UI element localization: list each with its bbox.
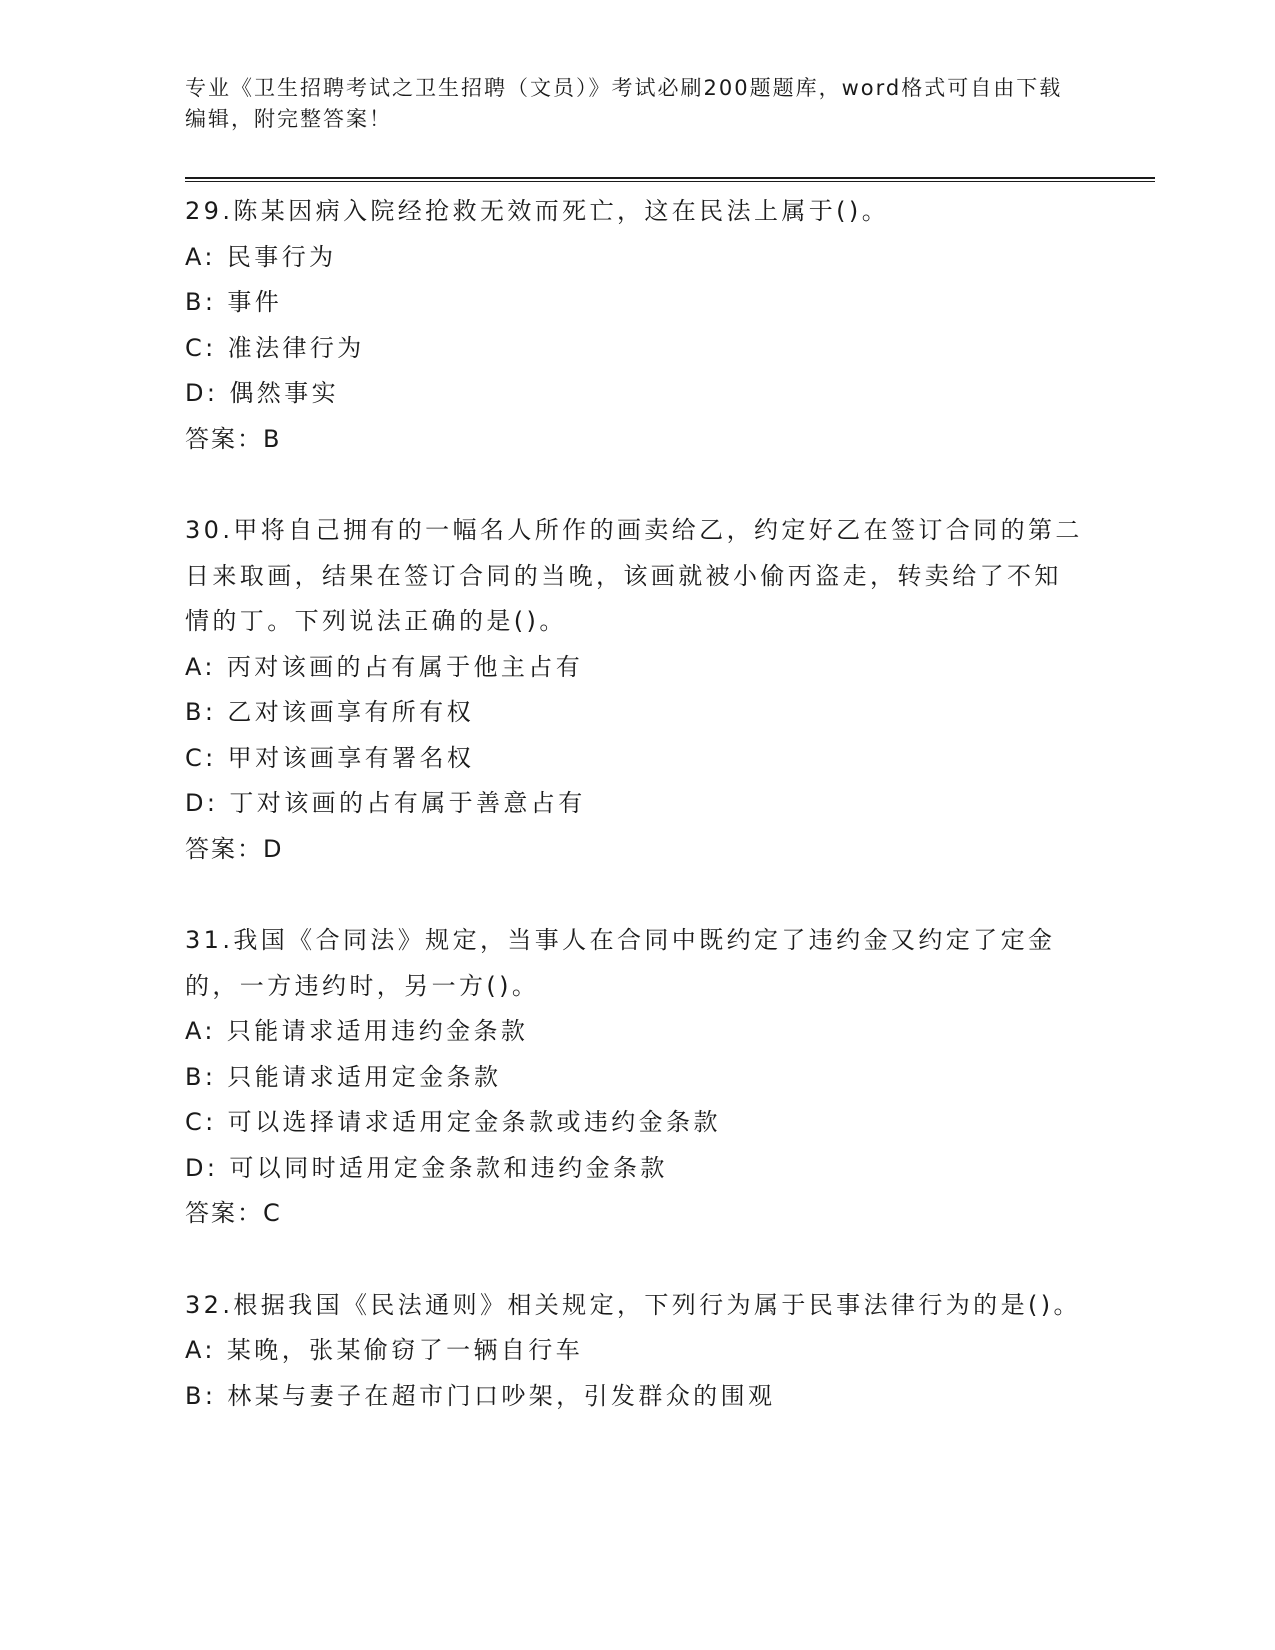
option-b: B: 事件 [185, 288, 283, 316]
option-c: C: 甲对该画享有署名权 [185, 743, 475, 772]
question-stem: 30.甲将自己拥有的一幅名人所作的画卖给乙，约定好乙在签订合同的第二日来取画，结果在签订合同的当晚，该画就被小偷丙盗走，转卖给了不知情的丁。下列说法正确的是()。 [185, 516, 1083, 635]
option-d: D: 可以同时适用定金条款和违约金条款 [185, 1153, 668, 1182]
option-d: D: 丁对该画的占有属于善意占有 [185, 789, 586, 817]
option-a: A: 只能请求适用违约金条款 [185, 1017, 529, 1045]
header-divider-thick [185, 177, 1155, 179]
option-c: C: 可以选择请求适用定金条款或违约金条款 [185, 1108, 721, 1136]
question-31 [185, 918, 1085, 1237]
option-d: D: 偶然事实 [185, 379, 339, 407]
option-b: B: 乙对该画享有所有权 [185, 698, 474, 726]
answer-line: 答案：D [185, 834, 284, 863]
option-b: B: 只能请求适用定金条款 [185, 1062, 502, 1091]
option-a: A: 民事行为 [185, 242, 337, 271]
question-32 [185, 1283, 1085, 1420]
document-header: 专业《卫生招聘考试之卫生招聘（文员）》考试必刷200题题库，word格式可自由下载编辑，附完整答案！ [185, 76, 1063, 131]
question-stem: 29.陈某因病入院经抢救无效而死亡，这在民法上属于()。 [185, 197, 890, 225]
question-29 [185, 189, 1085, 462]
question-stem: 32.根据我国《民法通则》相关规定，下列行为属于民事法律行为的是()。 [185, 1290, 1081, 1319]
question-30 [185, 508, 1085, 872]
question-stem: 31.我国《合同法》规定，当事人在合同中既约定了违约金又约定了定金的，一方违约时，另一方()。 [185, 926, 1056, 1000]
option-a: A: 某晚，张某偷窃了一辆自行车 [185, 1336, 584, 1364]
option-c: C: 准法律行为 [185, 333, 365, 362]
answer-line: 答案：C [185, 1199, 282, 1227]
header-divider-thin [185, 181, 1155, 182]
question-list [185, 189, 1085, 1465]
option-b: B: 林某与妻子在超市门口吵架，引发群众的围观 [185, 1381, 776, 1410]
option-a: A: 丙对该画的占有属于他主占有 [185, 652, 584, 681]
answer-line: 答案：B [185, 424, 282, 453]
